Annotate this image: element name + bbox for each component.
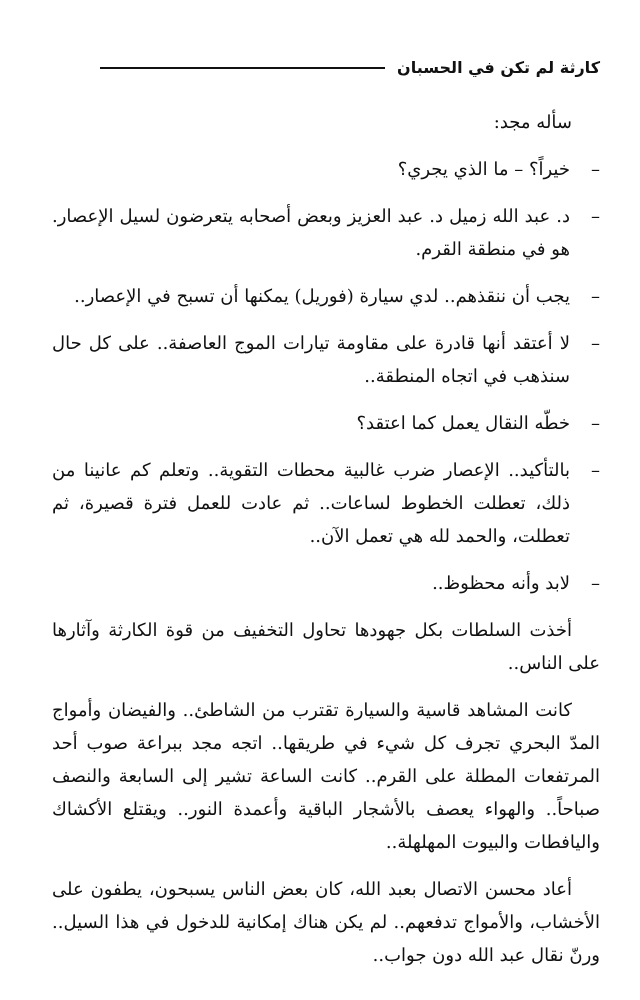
dialog-text: خيراً؟ – ما الذي يجري؟ xyxy=(397,159,570,180)
dialog-line xyxy=(52,454,600,553)
body-paragraph: كانت المشاهد قاسية والسيارة تقترب من الشاطئ.. والفيضان وأمواج المدّ البحري تجرف كل شيء في طريقها.. اتجه مجد ببراعة صوب أحد المرتفعات المطلة على القرم.. كانت الساعة تشير إلى السابعة والنصف صباحاً.. والهواء يعصف بالأشجار الباقية وأعمدة النور.. ويقتلع الأكشاك واليافطات والبيوت المهلهلة.. xyxy=(52,700,600,853)
dialog-line xyxy=(52,153,600,186)
dialog-dash: – xyxy=(591,573,600,594)
body-paragraph: أعاد محسن الاتصال بعبد الله، كان بعض الناس يسبحون، يطفون على الأخشاب، والأمواج تدفعهم.. لم يكن هناك إمكانية للدخول في هذا السيل.. ورنّ نقال عبد الله دون جواب.. xyxy=(52,879,600,966)
dialog-dash: – xyxy=(591,460,600,481)
dialog-dash: – xyxy=(591,286,600,307)
intro-line: سأله مجد: xyxy=(493,112,572,133)
dialog-text: يجب أن ننقذهم.. لدي سيارة (فوريل) يمكنها أن تسبح في الإعصار.. xyxy=(74,286,570,307)
body-paragraph: أخذت السلطات بكل جهودها تحاول التخفيف من قوة الكارثة وآثارها على الناس.. xyxy=(52,620,600,674)
dialog-text: خطّه النقال يعمل كما اعتقد؟ xyxy=(356,413,570,434)
dialog-dash: – xyxy=(591,159,600,180)
page-header xyxy=(100,58,600,77)
running-title: كارثة لم تكن في الحسبان xyxy=(397,58,600,77)
dialog-dash: – xyxy=(591,206,600,227)
dialog-text: د. عبد الله زميل د. عبد العزيز وبعض أصحابه يتعرضون لسيل الإعصار. هو في منطقة القرم. xyxy=(52,206,570,260)
dialog-dash: – xyxy=(591,333,600,354)
page-body xyxy=(52,106,600,986)
header-rule xyxy=(100,67,385,69)
dialog-line xyxy=(52,407,600,440)
dialog-dash: – xyxy=(591,413,600,434)
dialog-line xyxy=(52,280,600,313)
dialog-text: بالتأكيد.. الإعصار ضرب غالبية محطات التقوية.. وتعلم كم عانينا من ذلك، تعطلت الخطوط لساعات.. ثم عادت للعمل فترة قصيرة، ثم تعطلت، والحمد لله هي تعمل الآن.. xyxy=(52,460,570,547)
dialog-text: لا أعتقد أنها قادرة على مقاومة تيارات الموج العاصفة.. على كل حال سنذهب في اتجاه المنطقة.. xyxy=(52,333,570,387)
dialog-line xyxy=(52,567,600,600)
dialog-line xyxy=(52,327,600,393)
dialog-text: لابد وأنه محظوظ.. xyxy=(432,573,570,594)
dialog-line xyxy=(52,200,600,266)
